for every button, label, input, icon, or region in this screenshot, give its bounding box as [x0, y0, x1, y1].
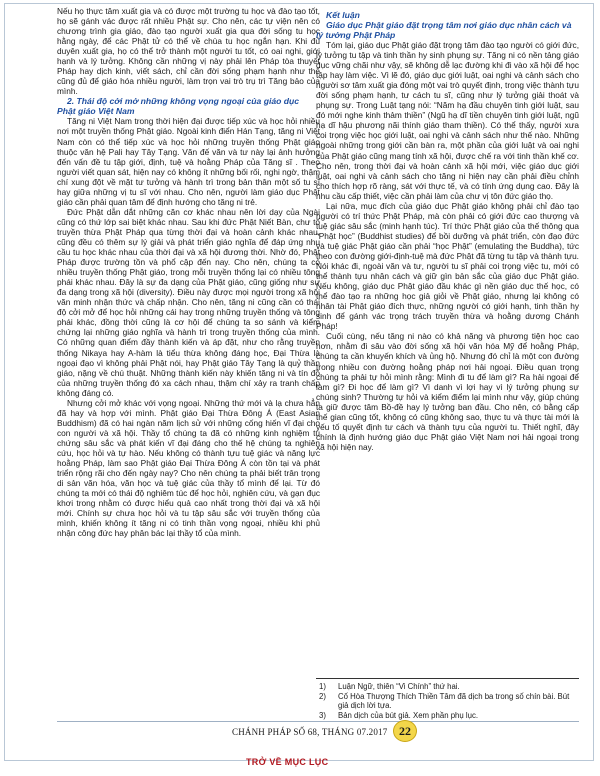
- footnote-number: 3): [319, 710, 326, 720]
- left-paragraph-2: Tăng ni Việt Nam trong thời hiện đại được tiếp xúc và học hỏi nhiều nơi một truyền thống Phật giáo. Ngoài kinh điển Hán Tạng, tăng ni Việt Nam còn có thể tiếp xúc và học hỏi những truyền thống Phật giáo thuộc văn hệ Pali hay Tây Tạng. Văn đế văn và tư này lại ảnh hưởng đến vấn đề tu tập giới, định, tuệ và hoằng Pháp của Tăng sĩ . Theo người viết quan sát, hiện nay có không ít những bối rối, nghi ngờ, thậm chí xung đột về mặt tư tưởng và hành trì trong bản thân một số tu sĩ hay giữa những vị tu sĩ với nhau. Cho nên, người làm giáo dục Phật giáo cần phải quan tâm để định hướng cho tăng ni trẻ.: [57, 116, 320, 207]
- right-paragraph-1: Tóm lại, giáo dục Phật giáo đặt trọng tâm đào tạo người có giới đức, lý tưởng tu tập và tinh thần hy sinh phụng sự. Tăng ni có nền tảng giáo dục vững chãi như vậy, sẽ không dễ lạc đường khi đi vào xã hội để học tập hay làm việc. Vì lẽ đó, giáo dục giới luật, oai nghi và cảnh sách cho người sơ tâm xuất gia đóng một vai trò quyết định, trong việc thành tựu đời sống phạm hạnh, tư cách tu sĩ, cũng như lý tưởng giải thoát và phụng sự. Trong Luật tạng nói: “Năm hạ đầu chuyên tinh giới luật, sau đó mới nghe kinh thảm thiền” (Ngũ hạ dĩ tiền chuyên tinh giới luật, ngũ hạ dĩ hậu phương nãi thính giáo tham thiền). Có thể thấy, người xưa coi trọng việc học giới luật, oai nghi và cảnh sách như thế nào. Những ngoài những trong giới cần bàn ra, một phần của giới luật và oai nghi của Phật giáo cũng mang tính xã hội, được chế ra với tinh thần khế cơ. Cho nên, trong thời đại và hoàn cảnh xã hội mới, việc giáo dục giới luật, oai nghi và cảnh sách cho tăng ni hiện nay cần phải điều chỉnh cho thích hợp rõ ràng, sát với thực tế, và có tính ứng dụng cao. Đây là nhu cầu cấp thiết, việc cần phải làm của chư vị tôn đức giáo thọ.: [316, 40, 579, 201]
- section-heading-2: 2. Thái độ cởi mở những không vọng ngoại của giáo dục Phật giáo Việt Nam: [57, 96, 300, 117]
- footnote-item: [316, 711, 579, 721]
- page-number-badge: 22: [393, 720, 417, 742]
- right-column: [316, 10, 579, 452]
- left-paragraph-3: Đức Phật dẫn dắt những căn cơ khác nhau nên lời dạy của Ngài cũng có thứ lớp sai biệt khác nhau. Sau khi đức Phật Niết Bàn, chư tổ truyền thừa Phật Pháp qua từng thời đại và hoàn cảnh khác nhau, cũng đều có thêm sự lý giải và phát triển giáo nghĩa để đáp ứng nhu cầu tu học khác nhau của thời đại và xã hội đương thời. Nhờ đó, Phật Pháp được trường tồn và phổ cập đến nay. Cho nên, chúng ta có nhiều truyền thống Phật giáo, trong mỗi truyền thống lại có nhiều tông phái khác nhau. Đây là sự đa dạng của Phật giáo, cũng giống như sự đa dạng trong xã hội (diversity). Điều này được mọi người trong xã hội văn minh nhận thức và chấp nhận. Cho nên, tăng ni cũng cần có thái độ cởi mở để học hỏi những cái hay trong những truyền thống và tông phái khác, đồng thời cũng là cơ hội để chúng ta so sánh và kiểm chứng lại những giáo nghĩa và hành trì trong truyền thống của mình. Có những quan điểm đầy thành kiến và áp đặt, như cho rằng truyền thống Nikaya hay A-hàm là tiểu thừa không đáng học, Đại Thừa là ngoại đạo vì không phải Phật nói, hay Phật giáo Tây Tạng là quỷ thần giáo, nặng về chú thuật. Những thành kiến này khiến tăng ni và tín đồ của những truyền thống đó xa cách nhau, thậm chí xảy ra tranh chấp không đáng có.: [57, 206, 320, 398]
- conclusion-subheading: Giáo dục Phật giáo đặt trọng tâm nơi giáo dục nhân cách và lý tưởng Phật Pháp: [316, 20, 572, 40]
- footnotes: [316, 678, 579, 720]
- footnote-text: Luận Ngữ, thiên “Vi Chính” thứ hai.: [338, 682, 460, 691]
- left-paragraph-4: Nhưng cởi mở khác với vọng ngoại. Những thứ mới và lạ chưa hẳn đã hay và hợp với mình. Phật giáo Đại Thừa Đông Á (East Asian Buddhism) đã có hai ngàn năm lịch sử với những cống hiến vĩ đại cho con người và xã hội. Thầy tổ chúng ta đã có những kinh nghiệm tu chứng sâu sắc và phát kiến vĩ đại đáng cho thế hệ chúng ta nghiên cứu, học hỏi và tự hào. Nếu không có thành tựu tuệ giác và năng lực hoằng Pháp, làm sao Phật giáo Đại Thừa Đông Á còn tồn tại và phát triển rộng rãi cho đến ngày nay? Cho nên chúng ta phải biết trân trọng di sản văn hóa, văn học và tuệ giác của thầy tổ mình để lại. Từ đó chúng ta mới có thái độ nghiêm túc để học hỏi, nghiên cứu, và gạn đục khơi trong nhằm có được hiểu quả cao nhất trong thời đại và xã hội mới. Chính sự chưa học hỏi và tu tập sâu sắc với truyền thống của mình, khiến không ít tăng ni có tinh thần vọng ngoại, nhiều khi phủ nhận công đức hay phân bác lại thầy tổ của mình.: [57, 397, 320, 539]
- left-column: [57, 6, 320, 538]
- right-paragraph-2: Lại nữa, mục đích của giáo dục Phật giáo không phải chỉ đào tạo người có trí thức Phật Pháp, mà còn phải có giới đức cao thượng và tuệ giác sâu sắc (minh hạnh túc). Trí thức Phật giáo của thế thông qua “Phật học” (Buddhist studies) để bồi dưỡng và phát triển, còn đạo đức và tuệ giác Phật giáo cần phải “học Phật” (emulating the Buddha), tức theo con đường giới-định-tuệ mà đức Phật đã từng tu tập và thành tựu. Nói khác đi, ngoài văn và tư, người tu sĩ phải coi trọng việc tu, mới có thể thành tựu nhân cách và giữ gìn bản sắc của giáo dục Phật giáo. Nếu không, giáo dục Phật giáo đầu khác gì nền giáo dục thế học, có thể đào tạo ra những học giả giỏi về Phật giáo, nhưng lại không có nhân tài Phật giáo đích thực, những người có giới hạnh, tinh thần hy sinh để gánh vác trọng trách truyền thừa và hoằng dương Chánh Pháp!: [316, 200, 579, 332]
- magazine-issue: CHÁNH PHÁP SỐ 68, THÁNG 07.2017: [232, 727, 388, 737]
- footnote-number: 2): [319, 691, 326, 701]
- footnote-item: [316, 692, 579, 711]
- footnote-item: [316, 682, 579, 692]
- footnote-number: 1): [319, 682, 326, 691]
- footnote-text: Cố Hòa Thượng Thích Thiền Tâm đã dịch ba trong số chín bài. Bút giả dịch lời tựa.: [338, 691, 570, 710]
- right-paragraph-3: Cuối cùng, nếu tăng ni nào có khả năng và phương tiện học cao hơn, nhằm đi sâu vào đời sống xã hội văn hóa Mỹ để hoằng Pháp, chúng ta cần khuyến khích và ủng hộ. Nhưng đó chỉ là một con đường trong nhiều con đường hoằng pháp nơi hải ngoại. Điều quan trọng chúng ta phải tự hỏi mình rằng: Mình đi tu để làm gì? Ra hải ngoại để làm gì? Đi học để làm gì? Vì danh vì lợi hay vì lý tưởng phụng sự chúng sinh? Thường tự hỏi và kiểm điểm lại mình như vậy, giúp chúng ta giữ được tâm Bồ-đề hay lý tưởng ban đầu. Cho nên, có bằng cấp thế gian cũng tốt, không có cũng không sao, thực tu và thực tài mới là yếu tố quyết định tư cách và thành tựu của người tu. Thiết nghĩ, đây chính là định hướng giáo dục Phật giáo Việt Nam nơi hải ngoại trong xã hội hiện nay.: [316, 331, 579, 452]
- back-to-contents-link[interactable]: TRỞ VỀ MỤC LỤC: [246, 757, 329, 767]
- footnote-text: Bản dịch của bút giả. Xem phần phụ lục.: [338, 710, 479, 720]
- left-paragraph-1: Nếu họ thực tâm xuất gia và có được một trường tu học và đào tạo tốt, họ sẽ gánh vác được rất nhiều Phật sự. Cho nên, các tự viện nên có chương trình gia giáo, đào tạo người xuất gia qua đời sống tu học hằng ngày, để các Phật tử có thể về chùa tu học ngắn hạn. Khi đủ duyên xuất gia, họ có thể trở thành một người tu tốt, có oai nghi, giới hạnh và lý tưởng. Không cần những vị này phải lên Pháp tòa thuyết Pháp hay dịch kinh, viết sách, chỉ cần đời sống phạm hạnh như thế cũng đủ để giáo hóa nhiều người, làm trọn vai trò trụ trì Tăng bảo của mình.: [57, 6, 320, 97]
- conclusion-heading: Kết luận: [326, 10, 360, 20]
- footer-divider: [57, 721, 579, 722]
